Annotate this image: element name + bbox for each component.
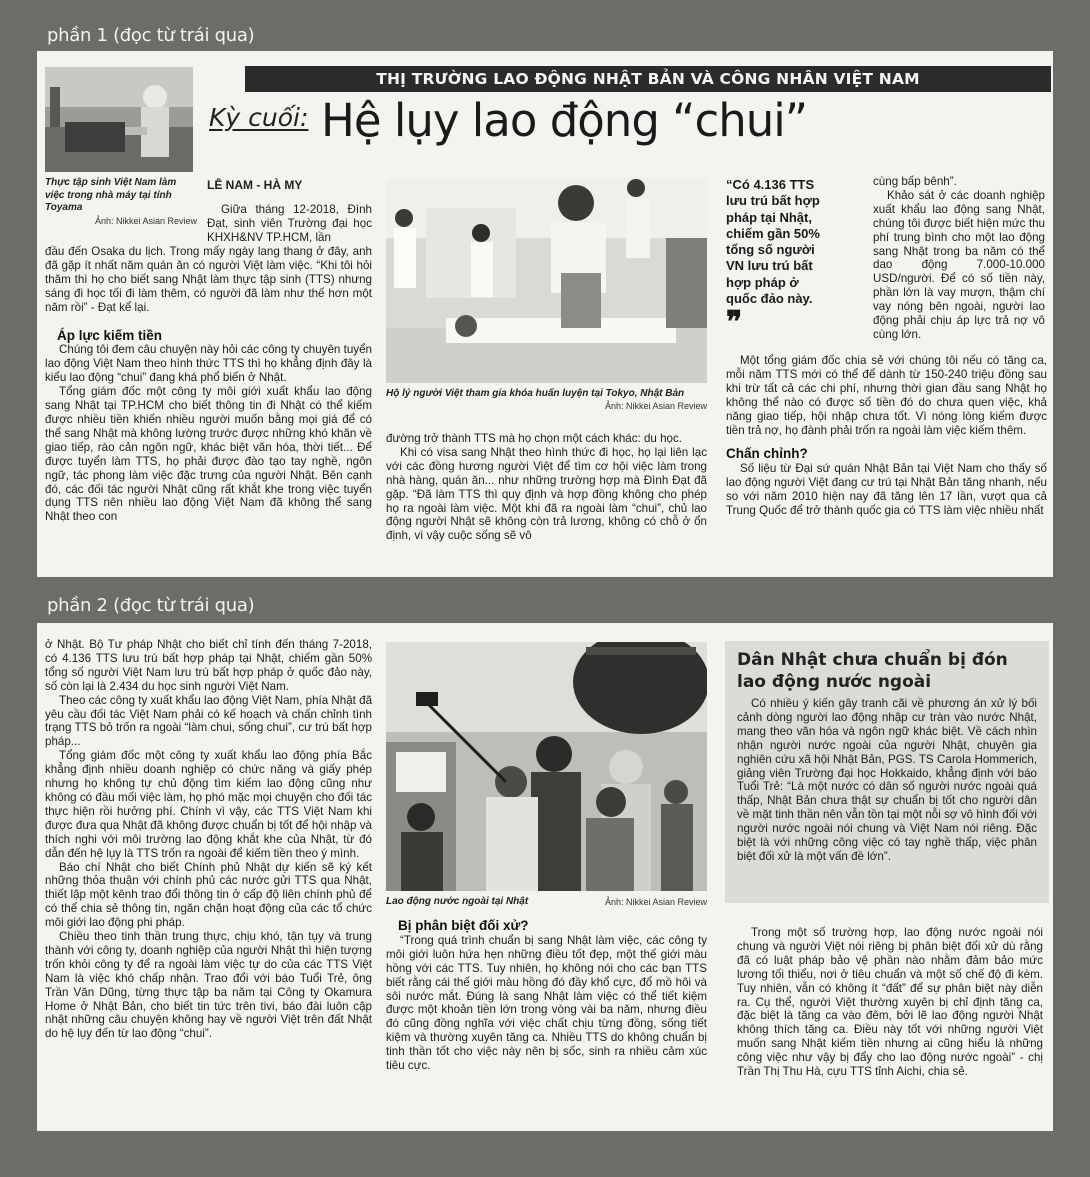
part1-sheet xyxy=(37,51,1053,577)
subheading-discrimination: Bị phân biệt đối xử? xyxy=(398,918,529,933)
nurse-training-photo xyxy=(386,178,707,383)
paragraph: Khảo sát ở các doanh nghiệp xuất khẩu lao động sang Nhật, chúng tôi được biết hiện mức thu phí trung bình cho một lao động sang Nhật trong ba năm có thể dao động 7.000-10.000 USD/người. Để có số tiền này, phần lớn là vay mượn, thậm chí vay nóng bên ngoài, người lao động phải chịu áp lực trả nợ vô cùng lớn. xyxy=(873,188,1045,341)
series-banner: THỊ TRƯỜNG LAO ĐỘNG NHẬT BẢN VÀ CÔNG NHÂN VIỆT NAM xyxy=(245,66,1051,92)
pull-quote-text: “Có 4.136 TTS lưu trú bất hợp pháp tại Nhật, chiếm gần 50% tổng số người VN lưu trú bất hợp pháp ở quốc đảo này. xyxy=(726,177,820,307)
part2-column-1 xyxy=(45,638,372,1041)
part1-label: phần 1 (đọc từ trái qua) xyxy=(47,25,255,46)
paragraph: cùng bấp bênh”. xyxy=(873,175,957,188)
intro-paragraph: Giữa tháng 12-2018, Đình Đạt, sinh viên Trường đại học KHXH&NV TP.HCM, lần xyxy=(207,203,372,244)
nurse-caption-text: Hộ lý người Việt tham gia khóa huấn luyện tại Tokyo, Nhật Bản xyxy=(386,388,685,399)
sidebar-box-body xyxy=(737,697,1037,864)
paragraph: Chúng tôi đem câu chuyện này hỏi các công ty chuyên tuyển lao động Việt Nam theo hình thức TTS thì họ khẳng định đây là kiểu lao động “chui” đang khá phổ biến ở Nhật. xyxy=(45,343,372,385)
paragraph: Khi có visa sang Nhật theo hình thức đi học, họ lại liên lạc với các đồng hương người Việt để tìm cơ hội việc làm trong nhà hàng, quán ăn... như những trường hợp mà Đình Đạt đã gặp. “Đã làm TTS thì quy định và hợp đồng không cho phép họ ra ngoài làm việc. Một khi đã ra ngoài làm “chui”, chủ lao động người Nhật sẽ không còn trả lương, không có chỗ ở ổn định, vì vậy cuộc sống sẽ vô xyxy=(386,445,707,543)
paragraph: Có nhiều ý kiến gây tranh cãi về phương án xử lý bối cảnh dòng người lao động nhập cư tràn vào nước Nhật, mang theo văn hóa và ngôn ngữ khác biệt. Về cách nhìn nhận người nước ngoài của người Nhật, chuyên gia nghiên cứu xã hội Nhật Bản, PGS. TS Carola Hommerich, giảng viên Trường đại học Hokkaido, khẳng định với báo Tuổi Trẻ: “Là một nước có dân số người nước ngoài quá thấp, Nhật Bản chưa thật sự chuẩn bị tốt cho người dân về mặt tinh thần nên vẫn tồn tại một nỗi sợ vô hình đối với người nước ngoài nói chung và Việt Nam nói riêng. Đặc biệt là với những công việc có tay nghề thấp, việc phân biệt đối xử là một vấn đề lớn”. xyxy=(737,697,1037,863)
paragraph: Tổng giám đốc một công ty xuất khẩu lao động phía Bắc khẳng định nhiều doanh nghiệp có chức năng và giấy phép nhưng họ không tự chủ động tìm kiếm lao động cũng như không có đầu mối việc làm, họ phó mặc mọi chuyện cho đối tác thực hiện rồi hưởng phí. Chính vì vậy, các TTS Việt Nam khi được đưa qua Nhật đã không được chuẩn bị tốt để hội nhập và thích nghi với môi trường lao động khắt khe của Nhật, từ đó dẫn đến hệ lụy là TTS trốn ra ngoài để kiếm tiền theo ý mình. xyxy=(45,749,372,860)
paragraph: ở Nhật. Bộ Tư pháp Nhật cho biết chỉ tính đến tháng 7-2018, có 4.136 TTS lưu trú bất hợp pháp tại Nhật, chiếm gần 50% tổng số người Việt Nam lưu trú bất hợp pháp ở quốc đảo này, số còn lại là 2.434 du học sinh người Việt Nam. xyxy=(45,638,372,693)
factory-photo xyxy=(45,67,193,172)
pull-quote xyxy=(726,177,824,341)
factory-photo-caption xyxy=(45,177,197,227)
part2-column-3 xyxy=(737,926,1043,1079)
paragraph: Tổng giám đốc một công ty môi giới xuất khẩu lao động sang Nhật tại TP.HCM cho biết thông tin đi Nhật có thể kiếm được nhiều tiền khiến nhiều người muốn bằng mọi giá để có thể sang Nhật mà không lường trước được những khó khăn về giao tiếp, rào cản ngôn ngữ, khác biệt văn hóa, thời tiết... Để được tuyển làm TTS, họ phải được đào tạo tay nghề, ngôn ngữ, tác phong làm việc đặc trưng của người Nhật. Bên cạnh đó, các đối tác người Nhật cũng rất khắt khe trong việc tuyển dụng TTS nên nhiều lao động Việt Nam đã không thể sang Nhật theo con xyxy=(45,385,372,524)
paragraph: đầu đến Osaka du lịch. Trong mấy ngày lang thang ở đây, anh đã gặp ít nhất năm quán ăn có người Việt làm việc. “Khi tôi hỏi thăm thì họ cho biết sang Nhật làm thực tập sinh (TTS) nhưng sáng đi học tối đi làm thêm, có người đã làm như thế hơn một năm rồi” - Đạt kể lại. xyxy=(45,245,372,314)
quote-mark-icon: ❞ xyxy=(726,305,743,341)
part1-column-1-body xyxy=(45,245,372,524)
part2-label: phần 2 (đọc từ trái qua) xyxy=(47,595,255,616)
sidebar-box-title: Dân Nhật chưa chuẩn bị đón lao động nước ngoài xyxy=(737,650,1008,692)
factory-caption-text: Thực tập sinh Việt Nam làm việc trong nhà máy tại tỉnh Toyama xyxy=(45,177,177,213)
foreign-workers-credit: Ảnh: Nikkei Asian Review xyxy=(604,897,707,907)
paragraph: Trong một số trường hợp, lao động nước ngoài nói chung và người Việt nói riêng bị phân biệt đối xử dù rằng đã có luật pháp bảo vệ phần nào nhằm đảm bảo mức lương tối thiểu, nơi ở tiêu chuẩn và một số chế độ đi kèm. Tuy nhiên, vẫn có không ít “đất” để sự phân biệt này diễn ra. Cụ thể, người Việt thường xuyên bị chỉ định tăng ca, đặc biệt là tăng ca vào đêm, bởi lẽ lao động người Nhật không thích tăng ca. Điều này tốt với những người Việt muốn sang Nhật kiếm tiền nhưng ai cũng hiểu là những công việc như vậy bị đẩy cho lao động nước ngoài” - chị Trần Thị Thu Hà, cựu TTS tỉnh Aichi, chia sẻ. xyxy=(737,926,1043,1079)
headline: Hệ lụy lao động “chui” xyxy=(321,94,808,147)
part1-column-1 xyxy=(207,203,372,245)
paragraph: Một tổng giám đốc chia sẻ với chúng tôi nếu có tăng ca, mỗi năm TTS mới có thể để dành từ 150-240 triệu đồng sau khi trừ tất cả các chi phí, nhưng thời gian đầu sang Nhật họ không thể nào có được số tiền đó do chưa quen việc, khả năng giao tiếp, hội nhập chưa tốt. Vì nóng lòng kiếm được tiền trả nợ, họ đành phải trốn ra ngoài làm việc kiếm thêm. xyxy=(726,354,1047,437)
subheading-money-pressure: Áp lực kiếm tiền xyxy=(57,327,163,343)
paragraph: Theo các công ty xuất khẩu lao động Việt Nam, phía Nhật đã yêu cầu đối tác Việt Nam phải có kế hoạch và chấn chỉnh tình trạng TTS bỏ trốn ra ngoài “làm chui, sống chui”, cư trú bất hợp pháp... xyxy=(45,693,373,749)
foreign-workers-caption-text: Lao động nước ngoài tại Nhật xyxy=(386,896,529,907)
nurse-photo-caption xyxy=(386,388,707,411)
part1-column-2 xyxy=(386,432,707,543)
part1-column-3-body xyxy=(726,354,1047,518)
paragraph: “Trong quá trình chuẩn bị sang Nhật làm việc, các công ty môi giới luôn hứa hẹn những điều tốt đẹp, một thế giới màu hồng với các TTS. Tuy nhiên, họ không nói cho các bạn TTS biết rằng cái thế giới màu hồng đó đầy khổ cực, đổ mồ hôi và sôi nước mắt. Đúng là sang Nhật làm việc có thể tiết kiệm được một khoản tiền lớn trong vòng vài ba năm, nhưng điều đó cũng đồng nghĩa với việc chất chịu từng đồng, sống tiết kiệm và thường xuyên tăng ca. Nhiều TTS do không chuẩn bị tinh thần tốt cho việc này nên bị sốc, sinh ra nhiều cảm xúc tiêu cực. xyxy=(386,933,707,1073)
foreign-workers-caption xyxy=(386,896,707,909)
foreign-workers-photo xyxy=(386,642,707,891)
subheading-correction: Chấn chỉnh? xyxy=(726,446,808,462)
kicker: Kỳ cuối: xyxy=(209,103,309,132)
paragraph: Báo chí Nhật cho biết Chính phủ Nhật dự kiến sẽ ký kết những thỏa thuận với chính phủ các nước gửi TTS qua Nhật, thiết lập một kênh trao đổi thông tin ở cấp độ liên chính phủ để có thể chia sẻ thông tin, ngăn chặn hoạt động của các tổ chức môi giới lao động phi pháp. xyxy=(45,860,372,930)
byline: LÊ NAM - HÀ MY xyxy=(207,178,303,192)
paragraph: đường trở thành TTS mà họ chọn một cách khác: du học. xyxy=(386,432,683,445)
factory-photo-credit: Ảnh: Nikkei Asian Review xyxy=(94,215,197,226)
part2-column-2 xyxy=(386,919,707,1073)
part1-column-3-top xyxy=(873,175,1045,342)
nurse-photo-credit: Ảnh: Nikkei Asian Review xyxy=(604,401,707,411)
paragraph: Số liệu từ Đại sứ quán Nhật Bản tại Việt Nam cho thấy số lao động người Việt đang cư trú tại Nhật Bản tăng nhanh, nếu so với năm 2010 hiện nay đã tăng lên 17 lần, vượt qua cả Trung Quốc để trở thành quốc gia có TTS làm việc nhiều nhất xyxy=(726,462,1047,518)
part2-sheet xyxy=(37,623,1053,1131)
paragraph: Chiều theo tinh thần trung thực, chịu khó, tận tụy và trung thành với công ty, doanh nghiệp của người Nhật thì hiện tượng trốn khỏi công ty để ra ngoài làm việc tự do của các TTS Việt Nam là việc khó chấp nhận. Trao đổi với báo Tuổi Trẻ, ông Trần Văn Dũng, từng thực tập ba năm tại Công ty Okamura Home ở Nhật Bản, cho biết tin tức trên tivi, báo đài luôn cập nhật những câu chuyện không hay về người Việt trên đất Nhật do hệ lụy đến từ lao động “chui”. xyxy=(45,930,372,1041)
